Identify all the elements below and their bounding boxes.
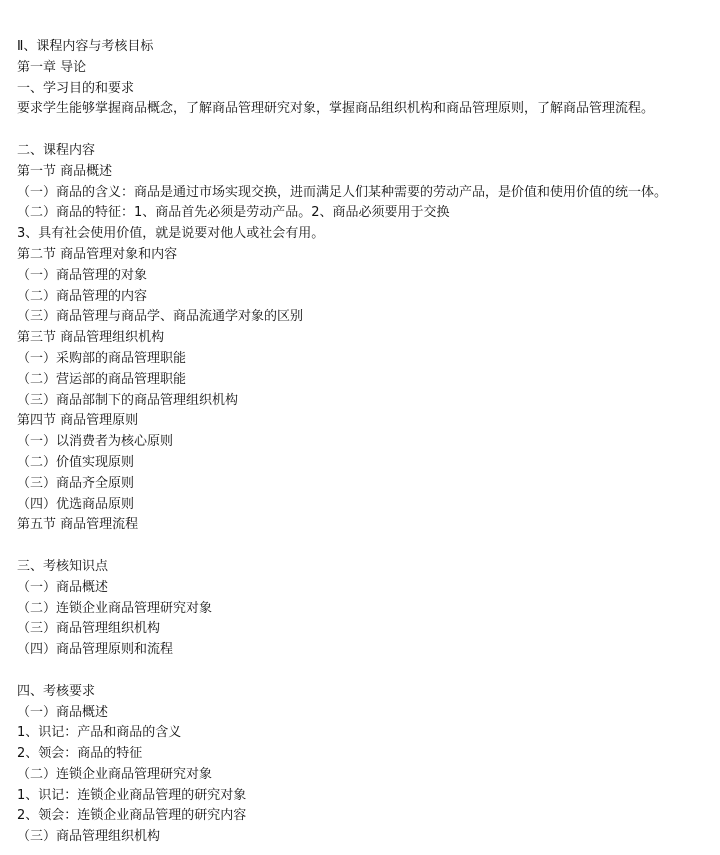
document-body: [17, 37, 717, 848]
content-line: （二）商品的特征：1、商品首先必须是劳动产品。2、商品必须要用于交换: [17, 205, 450, 221]
content-line: （一）商品概述: [17, 579, 109, 595]
content-line: （二）连锁企业商品管理研究对象: [17, 766, 213, 782]
content-line: 1、识记：产品和商品的含义: [17, 725, 182, 741]
blank-line: [17, 120, 717, 141]
content-line: 2、领会：商品的特征: [17, 746, 143, 762]
section-title: Ⅱ、课程内容与考核目标: [17, 39, 154, 54]
heading-course-content: 二、课程内容: [17, 142, 96, 158]
blank-line: [17, 536, 717, 557]
chapter-title: 第一章 导论: [17, 59, 87, 75]
content-line: （二）连锁企业商品管理研究对象: [17, 600, 213, 616]
content-line: （二）商品管理的内容: [17, 288, 148, 304]
blank-line: [17, 661, 717, 682]
section-3-title: 第三节 商品管理组织机构: [17, 330, 165, 346]
content-line: （三）商品部制下的商品管理组织机构: [17, 392, 239, 408]
objectives-text: 要求学生能够掌握商品概念，了解商品管理研究对象，掌握商品组织机构和商品管理原则，了解商品管理流程。: [17, 101, 655, 117]
heading-requirements: 四、考核要求: [17, 683, 96, 699]
section-2-title: 第二节 商品管理对象和内容: [17, 246, 178, 262]
content-line: （二）营运部的商品管理职能: [17, 371, 187, 387]
content-line: （四）商品管理原则和流程: [17, 642, 174, 658]
heading-knowledge-points: 三、考核知识点: [17, 558, 109, 574]
content-line: （一）商品的含义：商品是通过市场实现交换，进而满足人们某种需要的劳动产品，是价值和使用价值的统一体。: [17, 184, 668, 200]
content-line: （一）以消费者为核心原则: [17, 434, 174, 450]
section-1-title: 第一节 商品概述: [17, 163, 113, 179]
section-4-title: 第四节 商品管理原则: [17, 413, 139, 429]
content-line: （三）商品管理组织机构: [17, 621, 161, 637]
content-line: （三）商品管理组织机构: [17, 829, 161, 845]
heading-objectives: 一、学习目的和要求: [17, 80, 135, 96]
content-line: （二）价值实现原则: [17, 454, 135, 470]
content-line: （一）采购部的商品管理职能: [17, 350, 187, 366]
content-line: （一）商品概述: [17, 704, 109, 720]
section-5-title: 第五节 商品管理流程: [17, 517, 139, 533]
content-line: （四）优选商品原则: [17, 496, 135, 512]
content-line: （三）商品管理与商品学、商品流通学对象的区别: [17, 309, 304, 325]
content-line: （三）商品齐全原则: [17, 475, 135, 491]
content-line: 1、识记：连锁企业商品管理的研究对象: [17, 787, 247, 803]
content-line: 3、具有社会使用价值，就是说要对他人或社会有用。: [17, 226, 325, 242]
content-line: （一）商品管理的对象: [17, 267, 148, 283]
content-line: 2、领会：连锁企业商品管理的研究内容: [17, 808, 247, 824]
